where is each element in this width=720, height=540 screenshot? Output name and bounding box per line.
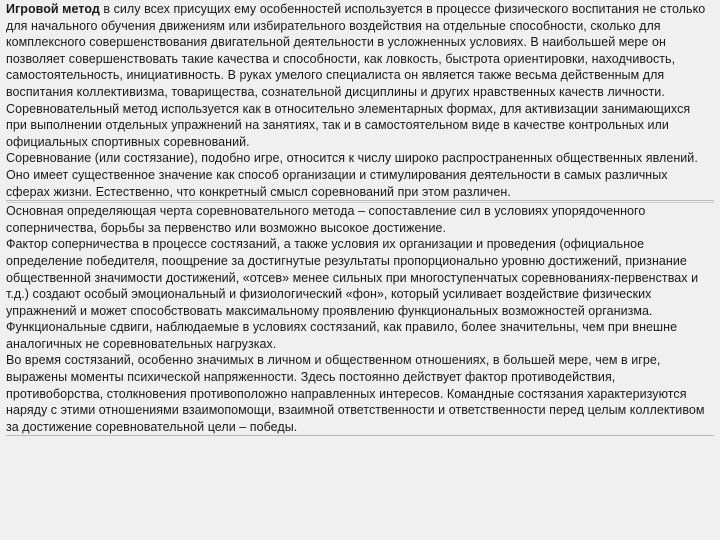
paragraph-rivalry-factor: Фактор соперничества в процессе состязаний, а также условия их организации и проведения (официальное определение победителя, поощрение за достигнутые результаты пропорционально уровню достижений, признание общественной значимости достижений, «отсев» менее сильных при многоступенчатых соревнованиях-первенствах и т.д.) создают особый эмоциональный и физиологический «фон», который усиливает воздействие физических упражнений и может способствовать максимальному проявлению функциональных возможностей организма. Функциональные сдвиги, наблюдаемые в условиях состязаний, как правило, более значительны, чем при внешне аналогичных не соревновательных нагрузках. [6, 237, 699, 351]
text-block-game-method [6, 1, 714, 201]
paragraph-game-method-text: в силу всех присущих ему особенностей используется в процессе физического воспитания не столько для начального обучения движениям или избирательного воздействия на отдельные способности, сколько для комплексного совершенствования двигательной деятельности в усложненных условиях. В наибольшей мере он позволяет совершенствовать такие качества и способности, как ловкость, быстрота ориентировки, находчивость, самостоятельность, инициативность. В руках умелого специалиста он является также весьма действенным для воспитания коллективизма, товарищества, сознательной дисциплины и других нравственных качеств личности. [6, 2, 706, 99]
paragraph-competition: Соревнование (или состязание), подобно игре, относится к числу широко распространенных общественных явлений. Оно имеет существенное значение как способ организации и стимулирования деятельности в самых различных сферах жизни. Естественно, что конкретный смысл соревнований при этом различен. [6, 151, 698, 199]
paragraph-main-feature: Основная определяющая черта соревновательного метода – сопоставление сил в условиях упорядоченного соперничества, борьбы за первенство или возможно высокое достижение. [6, 204, 646, 235]
paragraph-game-method [6, 1, 714, 101]
term-game-method: Игровой метод [6, 2, 100, 16]
paragraph-psychological-tension: Во время состязаний, особенно значимых в личном и общественном отношениях, в большей мере, чем в игре, выражены моменты психической напряженности. Здесь постоянно действует фактор противодействия, противоборства, столкновения противоположно направленных интересов. Командные состязания характеризуются наряду с этими отношениями взаимопомощи, взаимной ответственности и ответственности перед целым коллективом за достижение соревновательной цели – победы. [6, 353, 705, 434]
paragraph-competitive-method: Соревновательный метод используется как в относительно элементарных формах, для активизации занимающихся при выполнении отдельных упражнений на занятиях, так и в самостоятельном виде в качестве контрольных или официальных спортивных соревнований. [6, 101, 691, 149]
text-block-competitive-features [6, 202, 714, 436]
